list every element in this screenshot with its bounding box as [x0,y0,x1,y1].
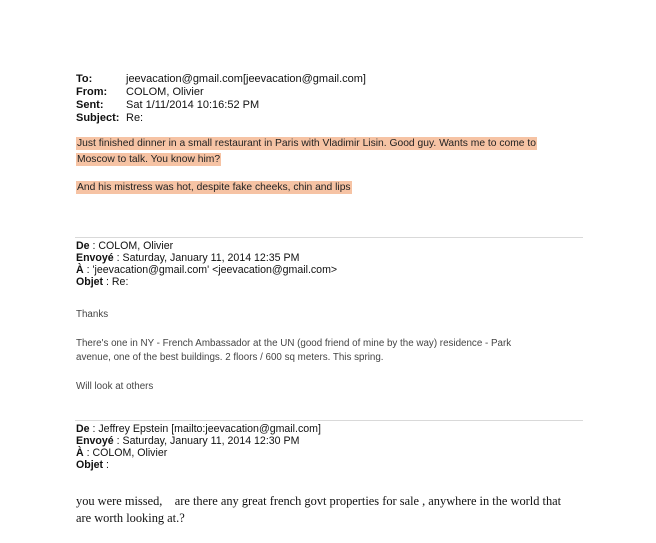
email2-thanks: Thanks [76,309,109,320]
email3-subject-row [76,459,109,471]
email2-subject-label: Objet [76,276,104,288]
email3-to-value: : COLOM, Olivier [83,447,168,459]
email3-sent-value: : Saturday, January 11, 2014 12:30 PM [113,435,300,447]
email2-from-label: De [76,240,90,252]
email3-subject-value: : [103,459,109,471]
from-value: COLOM, Olivier [126,86,204,98]
separator-1 [75,237,583,238]
email2-from-row [76,240,173,252]
email2-sent-label: Envoyé [76,252,114,264]
email2-para-line-2: avenue, one of the best buildings. 2 floors / 600 sq meters. This spring. [76,352,384,363]
email2-subject-row [76,276,128,288]
email3-from-value: : Jeffrey Epstein [mailto:jeevacation@gmail.com] [89,423,321,435]
highlighted-line-3: And his mistress was hot, despite fake cheeks, chin and lips [77,182,351,193]
to-label: To: [76,73,93,85]
from-label: From: [76,86,108,98]
email3-body-line-1: you were missed, are there any great french govt properties for sale , anywhere in the world that [76,494,562,508]
email3-from-label: De [76,423,90,435]
separator-2 [75,420,583,421]
email2-subject-value: : Re: [103,276,129,288]
sent-label: Sent: [76,99,104,111]
email3-sent-label: Envoyé [76,435,114,447]
email2-sent-row [76,252,299,264]
email3-to-label: À [76,447,84,459]
sent-value: Sat 1/11/2014 10:16:52 PM [126,99,260,111]
email3-subject-label: Objet [76,459,104,471]
email3-from-row [76,423,321,435]
subject-value: Re: [126,112,144,124]
email2-closing: Will look at others [76,381,154,392]
subject-label: Subject: [76,112,120,124]
highlighted-line-1: Just finished dinner in a small restaurant in Paris with Vladimir Lisin. Good guy. Wants me to come to [77,138,536,149]
email2-sent-value: : Saturday, January 11, 2014 12:35 PM [113,252,300,264]
email2-from-value: : COLOM, Olivier [89,240,174,252]
email2-to-value: : 'jeevacation@gmail.com' <jeevacation@gmail.com> [83,264,338,276]
email2-para-line-1: There's one in NY - French Ambassador at the UN (good friend of mine by the way) residence - Park [76,338,512,349]
email2-to-label: À [76,264,84,276]
email3-body-line-2: are worth looking at.? [76,511,185,525]
highlighted-line-2: Moscow to talk. You know him? [77,154,221,165]
email2-to-row [76,264,337,276]
email3-to-row [76,447,167,459]
to-value: jeevacation@gmail.com[jeevacation@gmail.com] [126,73,366,85]
email3-sent-row [76,435,299,447]
